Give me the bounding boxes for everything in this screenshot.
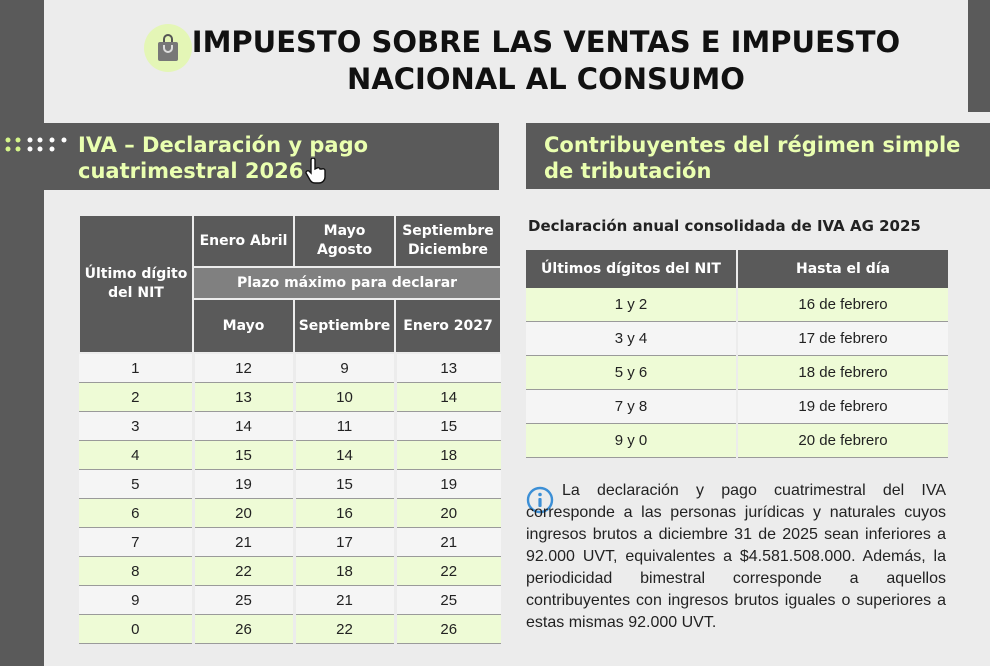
- day-cell: 26: [395, 615, 501, 644]
- iva-heading-line1: IVA – Declaración y pago: [78, 133, 369, 157]
- day-cell: 15: [395, 412, 501, 441]
- day-cell: 19: [395, 470, 501, 499]
- page-title: IMPUESTO SOBRE LAS VENTAS E IMPUESTO NACIONAL AL CONSUMO: [191, 25, 901, 96]
- deadline-header: Plazo máximo para declarar: [193, 267, 501, 299]
- digits-cell: 1 y 2: [526, 288, 737, 322]
- table-row: [79, 412, 501, 441]
- nit-cell: 3: [79, 412, 193, 441]
- day-cell: 19: [193, 470, 294, 499]
- day-cell: 21: [395, 528, 501, 557]
- nit-cell: 0: [79, 615, 193, 644]
- table-row: [79, 528, 501, 557]
- col-header-day: Hasta el día: [737, 250, 948, 288]
- left-decor-strip: [0, 0, 44, 666]
- day-cell: 21: [193, 528, 294, 557]
- day-cell: 22: [395, 557, 501, 586]
- info-note: La declaración y pago cuatrimestral del IVA corresponde a las personas jurídicas y naturales cuyos ingresos brutos a diciembre 31 de 2025 sean inferiores a 92.000 UVT, equivalentes a $4.581.508.000. Además, la periodicidad bimestral corresponde a aquellos contribuyentes con ingresos brutos iguales o superiores a estas mismas 92.000 UVT.: [526, 482, 946, 631]
- nit-cell: 4: [79, 441, 193, 470]
- nit-cell: 2: [79, 383, 193, 412]
- day-cell: 18: [395, 441, 501, 470]
- dots-decoration: [4, 136, 70, 154]
- date-cell: 16 de febrero: [737, 288, 948, 322]
- day-cell: 9: [294, 353, 395, 383]
- simple-heading-line1: Contribuyentes del régimen simple: [544, 133, 961, 157]
- col-header-digits: Últimos dígitos del NIT: [526, 250, 737, 288]
- day-cell: 22: [294, 615, 395, 644]
- date-cell: 20 de febrero: [737, 424, 948, 458]
- nit-cell: 9: [79, 586, 193, 615]
- table-row: [79, 557, 501, 586]
- day-cell: 21: [294, 586, 395, 615]
- right-decor-strip: [968, 0, 990, 112]
- day-cell: 14: [294, 441, 395, 470]
- simple-section-heading: [526, 123, 990, 189]
- shopping-bag-icon: [144, 24, 192, 72]
- table-row: [79, 383, 501, 412]
- day-cell: 22: [193, 557, 294, 586]
- day-cell: 26: [193, 615, 294, 644]
- hand-pointer-icon: [305, 158, 327, 184]
- date-cell: 17 de febrero: [737, 322, 948, 356]
- day-cell: 20: [193, 499, 294, 528]
- nit-cell: 7: [79, 528, 193, 557]
- day-cell: 13: [395, 353, 501, 383]
- table-row: [79, 499, 501, 528]
- day-cell: 13: [193, 383, 294, 412]
- col-header-period-1: Enero Abril: [193, 215, 294, 267]
- table-row: [526, 288, 948, 322]
- col-header-nit: Último dígito del NIT: [79, 215, 193, 353]
- deadline-month-3: Enero 2027: [395, 299, 501, 353]
- table-row: [79, 586, 501, 615]
- table-row: [79, 615, 501, 644]
- digits-cell: 9 y 0: [526, 424, 737, 458]
- col-header-period-3: Septiembre Diciembre: [395, 215, 501, 267]
- table-row: [526, 356, 948, 390]
- nit-cell: 6: [79, 499, 193, 528]
- day-cell: 11: [294, 412, 395, 441]
- col-header-period-2: Mayo Agosto: [294, 215, 395, 267]
- day-cell: 14: [395, 383, 501, 412]
- day-cell: 16: [294, 499, 395, 528]
- date-cell: 19 de febrero: [737, 390, 948, 424]
- ag-table-caption: Declaración anual consolidada de IVA AG 2025: [528, 217, 921, 235]
- day-cell: 12: [193, 353, 294, 383]
- table-row: [526, 424, 948, 458]
- iva-heading-line2: cuatrimestral 2026: [78, 159, 304, 183]
- day-cell: 25: [193, 586, 294, 615]
- table-row: [79, 441, 501, 470]
- ag-deadline-table: [526, 250, 948, 458]
- deadline-month-2: Septiembre: [294, 299, 395, 353]
- iva-section-heading: [0, 123, 499, 190]
- simple-heading-line2: de tributación: [544, 159, 712, 183]
- digits-cell: 7 y 8: [526, 390, 737, 424]
- day-cell: 17: [294, 528, 395, 557]
- table-row: [79, 353, 501, 383]
- day-cell: 18: [294, 557, 395, 586]
- digits-cell: 5 y 6: [526, 356, 737, 390]
- nit-cell: 8: [79, 557, 193, 586]
- day-cell: 15: [294, 470, 395, 499]
- day-cell: 20: [395, 499, 501, 528]
- deadline-month-1: Mayo: [193, 299, 294, 353]
- table-row: [79, 470, 501, 499]
- day-cell: 25: [395, 586, 501, 615]
- nit-cell: 5: [79, 470, 193, 499]
- iva-deadline-table: [78, 214, 502, 644]
- nit-cell: 1: [79, 353, 193, 383]
- table-row: [526, 390, 948, 424]
- day-cell: 14: [193, 412, 294, 441]
- table-row: [526, 322, 948, 356]
- day-cell: 10: [294, 383, 395, 412]
- date-cell: 18 de febrero: [737, 356, 948, 390]
- day-cell: 15: [193, 441, 294, 470]
- digits-cell: 3 y 4: [526, 322, 737, 356]
